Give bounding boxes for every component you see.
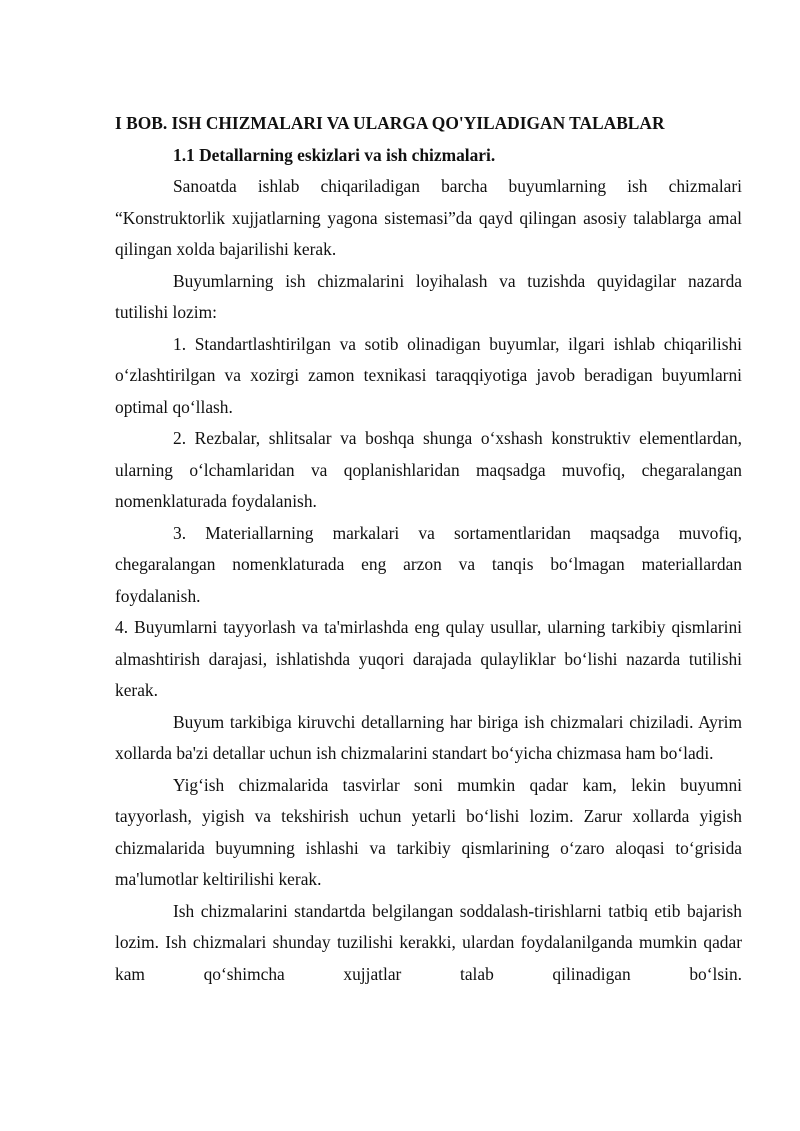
list-item-1: 1. Standartlashtirilgan va sotib olinadigan buyumlar, ilgari ishlab chiqarilishi o‘zlashtirilgan va xozirgi zamon texnikasi taraqqiyotiga javob beradigan buyumlarni optimal qo‘llash. <box>115 333 742 417</box>
list-item-2: 2. Rezbalar, shlitsalar va boshqa shunga o‘xshash konstruktiv elementlardan, ularning o‘lchamlaridan va qoplanishlaridan maqsadga muvofiq, chegaralangan nomenklaturada foydalanish. <box>115 428 742 511</box>
paragraph-3: Buyum tarkibiga kiruvchi detallarning har biriga ish chizmalari chiziladi. Ayrim xollarda ba'zi detallar uchun ish chizmalarini standart bo‘yicha chizmasa ham bo‘ladi. <box>115 711 742 763</box>
list-item-3: 3. Materiallarning markalari va sortamentlaridan maqsadga muvofiq, chegaralangan nomenklaturada eng arzon va tanqis bo‘lmagan materiallardan foydalanish. <box>115 522 742 606</box>
paragraph-5: Ish chizmalarini standartda belgilangan soddalash-tirishlarni tatbiq etib bajarish lozim. Ish chizmalari shunday tuzilishi kerakki, ulardan foydalanilganda mumkin qadar kam qo‘shimcha xujjatlar talab qilinadigan bo‘lsin. <box>115 900 742 984</box>
section-title: 1.1 Detallarning eskizlari va ish chizmalari. <box>173 144 496 165</box>
paragraph-4: Yig‘ish chizmalarida tasvirlar soni mumkin qadar kam, lekin buyumni tayyorlash, yigish va tekshirish uchun yetarli bo‘lishi lozim. Zarur xollarda yigish chizmalarida buyumning ishlashi va tarkibiy qismlarining o‘zaro aloqasi to‘grisida ma'lumotlar keltirilishi kerak. <box>115 774 742 889</box>
paragraph-2: Buyumlarning ish chizmalarini loyihalash va tuzishda quyidagilar nazarda tutilishi lozim: <box>115 270 742 322</box>
paragraph-1: Sanoatda ishlab chiqariladigan barcha buyumlarning ish chizmalari “Konstruktorlik xujjatlarning yagona sistemasi”da qayd qilingan asosiy talablarga amal qilingan xolda bajarilishi kerak. <box>115 176 742 259</box>
chapter-title: I BOB. ISH CHIZMALARI VA ULARGA QO'YILADIGAN TALABLAR <box>115 113 665 133</box>
list-item-4: 4. Buyumlarni tayyorlash va ta'mirlashda eng qulay usullar, ularning tarkibiy qismlarini almashtirish darajasi, ishlatishda yuqori darajada qulayliklar bo‘lishi nazarda tutilishi kerak. <box>115 617 742 700</box>
document-page <box>115 108 742 990</box>
